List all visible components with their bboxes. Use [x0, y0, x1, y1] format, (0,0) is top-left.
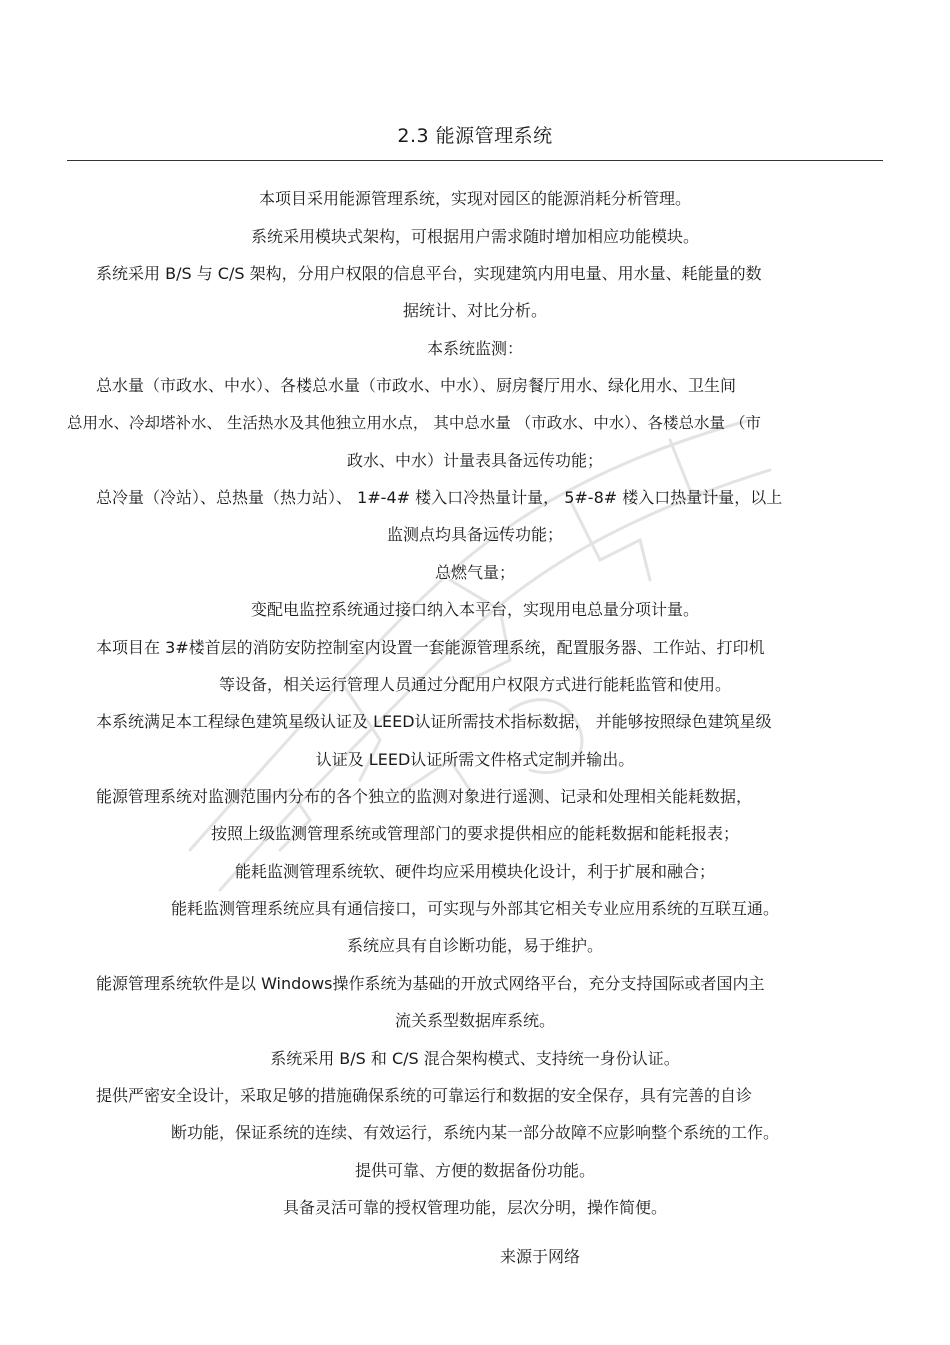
body-line: 断功能，保证系统的连续、有效运行，系统内某一部分故障不应影响整个系统的工作。 [170, 1123, 779, 1142]
body-line: 认证及 LEED认证所需文件格式定制并输出。 [315, 750, 635, 769]
body-line: 具备灵活可靠的授权管理功能，层次分明，操作简便。 [282, 1198, 667, 1217]
body-line: 本项目在 3#楼首层的消防安防控制室内设置一套能源管理系统，配置服务器、工作站、打印机 [96, 638, 765, 657]
body-line: 流关系型数据库系统。 [394, 1011, 555, 1030]
body-line: 本系统满足本工程绿色建筑星级认证及 LEED认证所需技术指标数据， 并能够按照绿色建筑星级 [96, 712, 772, 731]
body-line: 按照上级监测管理系统或管理部门的要求提供相应的能耗数据和能耗报表； [210, 824, 739, 843]
body-line: 提供可靠、方便的数据备份功能。 [354, 1161, 595, 1180]
body-line: 能源管理系统软件是以 Windows操作系统为基础的开放式网络平台，充分支持国际或者国内主 [96, 974, 765, 993]
body-line: 监测点均具备远传功能； [386, 525, 563, 544]
section-heading: 2.3 能源管理系统 [397, 125, 553, 147]
body-line: 系统采用模块式架构，可根据用户需求随时增加相应功能模块。 [250, 227, 699, 246]
body-line: 政水、中水）计量表具备远传功能； [346, 451, 603, 470]
body-line: 本项目采用能源管理系统，实现对园区的能源消耗分析管理。 [258, 189, 691, 208]
body-line: 能源管理系统对监测范围内分布的各个独立的监测对象进行遥测、记录和处理相关能耗数据， [96, 787, 753, 806]
heading-divider [67, 160, 883, 161]
body-line: 能耗监测管理系统软、硬件均应采用模块化设计，利于扩展和融合； [234, 862, 715, 881]
body-line: 提供严密安全设计，采取足够的措施确保系统的可靠运行和数据的安全保存，具有完善的自诊 [96, 1086, 753, 1105]
body-line: 据统计、对比分析。 [402, 301, 547, 320]
body-line: 总冷量（冷站）、总热量（热力站）、 1#-4# 楼入口冷热量计量， 5#-8# 楼入口热量计量，以上 [96, 488, 783, 507]
body-line: 等设备，相关运行管理人员通过分配用户权限方式进行能耗监管和使用。 [218, 675, 731, 694]
body-line: 系统采用 B/S 和 C/S 混合架构模式、支持统一身份认证。 [270, 1049, 680, 1068]
body-line: 系统应具有自诊断功能，易于维护。 [346, 936, 603, 955]
body-line: 系统采用 B/S 与 C/S 架构，分用户权限的信息平台，实现建筑内用电量、用水量、耗能量的数 [96, 264, 762, 283]
body-line: 总水量（市政水、中水）、各楼总水量（市政水、中水）、厨房餐厅用水、绿化用水、卫生间 [96, 376, 737, 395]
body-line: 本系统监测： [426, 339, 523, 358]
body-line: 变配电监控系统通过接口纳入本平台，实现用电总量分项计量。 [250, 600, 699, 619]
body-line: 能耗监测管理系统应具有通信接口，可实现与外部其它相关专业应用系统的互联互通。 [170, 899, 779, 918]
source-note: 来源于网络 [500, 1247, 581, 1266]
body-line: 总燃气量； [434, 563, 515, 582]
body-line: 总用水、冷却塔补水、 生活热水及其他独立用水点， 其中总水量 （市政水、中水）、各楼总水量 （市 [67, 414, 761, 432]
